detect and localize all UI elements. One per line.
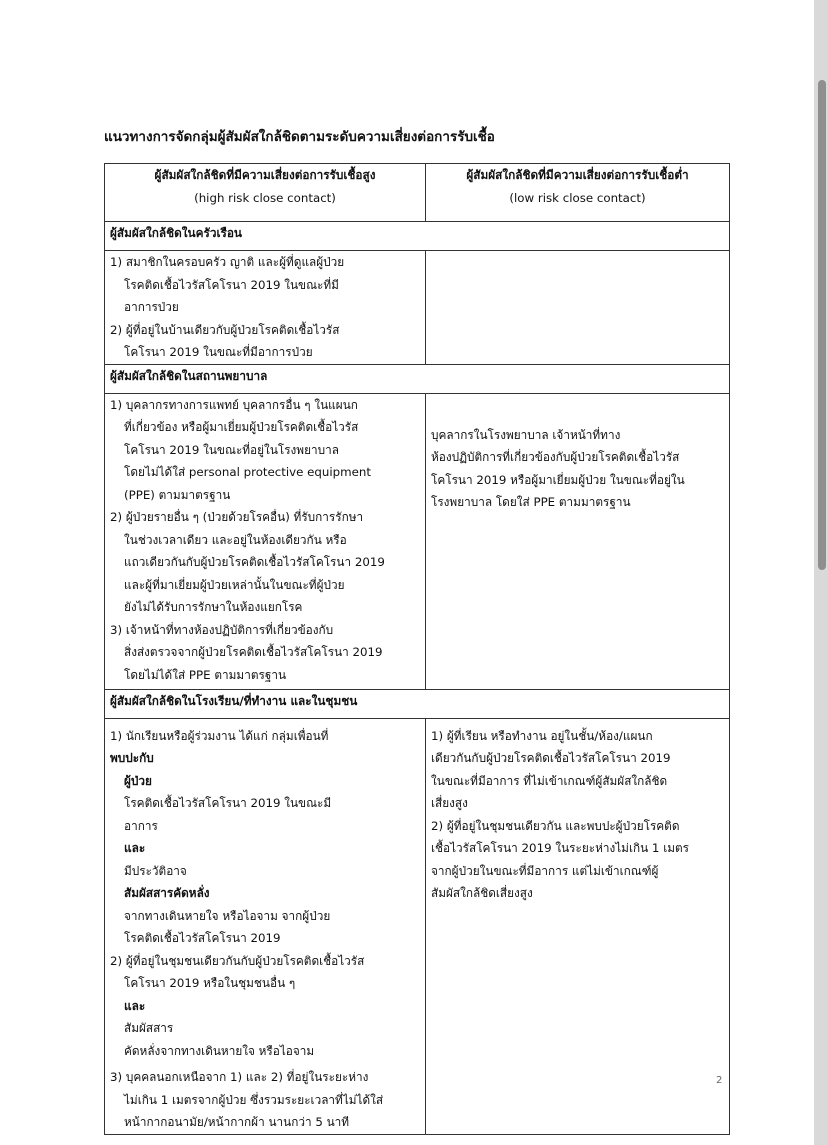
list-item: 1) บุคลากรทางการแพทย์ บุคลากรอื่น ๆ ในแผนก ที่เกี่ยวข้อง หรือผู้มาเยี่ยมผู้ป่วยโรคติดเชื้อไวรัส โคโรนา 2019 ในขณะที่อยู่ในโรงพยาบาล โดยไม่ได้ใส่ personal protective equipment (PPE) ตามมาตรฐาน bbox=[110, 397, 372, 502]
risk-table bbox=[104, 163, 730, 1135]
list-item: 3) บุคคลนอกเหนือจาก 1) และ 2) ที่อยู่ในระยะห่าง ไม่เกิน 1 เมตรจากผู้ป่วย ซึ่งรวมระยะเวลาที่ไม่ได้ใส่ หน้ากากอนามัย/หน้ากากผ้า นานกว่า 5 นาที bbox=[110, 1070, 384, 1129]
community-low-cell bbox=[426, 718, 730, 1134]
section-title-community: ผู้สัมผัสใกล้ชิดในโรงเรียน/ที่ทำงาน และในชุมชน bbox=[105, 689, 730, 718]
header-low-risk bbox=[426, 164, 730, 222]
list-item: 3) เจ้าหน้าที่ทางห้องปฏิบัติการที่เกี่ยวข้องกับ สิ่งส่งตรวจจากผู้ป่วยโรคติดเชื้อไวรัสโคโรนา 2019 โดยไม่ได้ใส่ PPE ตามมาตรฐาน bbox=[110, 622, 383, 682]
list-item: 1) ผู้ที่เรียน หรือทำงาน อยู่ในชั้น/ห้อง/แผนก เดียวกันกับผู้ป่วยโรคติดเชื้อไวรัสโคโรนา 2019 ในขณะที่มีอาการ ที่ไม่เข้าเกณฑ์ผู้สัมผัสใกล้ชิด เสี่ยงสูง bbox=[431, 728, 671, 810]
household-low-cell bbox=[426, 251, 730, 365]
header-high-risk bbox=[105, 164, 426, 222]
hospital-low-cell bbox=[426, 393, 730, 689]
section-title-household: ผู้สัมผัสใกล้ชิดในครัวเรือน bbox=[105, 222, 730, 251]
section-row-household bbox=[105, 222, 730, 251]
document-title: แนวทางการจัดกลุ่มผู้สัมผัสใกล้ชิดตามระดับความเสี่ยงต่อการรับเชื้อ bbox=[104, 129, 495, 145]
table-header-row bbox=[105, 164, 730, 222]
list-item: 1) นักเรียนหรือผู้ร่วมงาน ได้แก่ กลุ่มเพื่อนที่ พบปะกับ ผู้ป่วย โรคติดเชื้อไวรัสโคโรนา 2019 ในขณะมี อาการ และ มีประวัติอาจ สัมผัสสารคัดหลั่ง จากทางเดินหายใจ หรือไอจาม จากผู้ป่วย โรคติดเชื้อไวรัสโคโรนา 2019 bbox=[110, 728, 332, 945]
section-row-hospital bbox=[105, 364, 730, 393]
list-item: 2) ผู้ป่วยรายอื่น ๆ (ป่วยด้วยโรคอื่น) ที่รับการรักษา ในช่วงเวลาเดียว และอยู่ในห้องเดียวกัน หรือ แถวเดียวกันกับผู้ป่วยโรคติดเชื้อไวรัสโคโรนา 2019 และผู้ที่มาเยี่ยมผู้ป่วยเหล่านั้นในขณะที่ผู้ป่วย ยังไม่ได้รับการรักษาในห้องแยกโรค bbox=[110, 510, 385, 614]
list-item: 1) สมาชิกในครอบครัว ญาติ และผู้ที่ดูแลผู้ป่วย โรคติดเชื้อไวรัสโคโรนา 2019 ในขณะที่มี อาการป่วย bbox=[110, 255, 345, 314]
household-high-cell bbox=[105, 251, 426, 365]
list-item: 2) ผู้ที่อยู่ในชุมชนเดียวกันกับผู้ป่วยโรคติดเชื้อไวรัส โคโรนา 2019 หรือในชุมชนอื่น ๆ และ สัมผัสสาร คัดหลั่งจากทางเดินหายใจ หรือไอจาม bbox=[110, 953, 365, 1058]
table-row bbox=[105, 393, 730, 689]
section-row-community bbox=[105, 689, 730, 718]
section-title-hospital: ผู้สัมผัสใกล้ชิดในสถานพยาบาล bbox=[105, 364, 730, 393]
list-item: 2) ผู้ที่อยู่ในชุมชนเดียวกัน และพบปะผู้ป่วยโรคติด เชื้อไวรัสโคโรนา 2019 ในระยะห่างไม่เกิน 1 เมตร จากผู้ป่วยในขณะที่มีอาการ แต่ไม่เข้าเกณฑ์ผู้ สัมผัสใกล้ชิดเสี่ยงสูง bbox=[431, 818, 689, 900]
table-row bbox=[105, 718, 730, 1134]
scrollbar[interactable] bbox=[818, 80, 826, 570]
header-high-en: (high risk close contact) bbox=[194, 190, 336, 205]
list-item: บุคลากรในโรงพยาบาล เจ้าหน้าที่ทาง ห้องปฏิบัติการที่เกี่ยวข้องกับผู้ป่วยโรคติดเชื้อไวรัส โคโรนา 2019 หรือผู้มาเยี่ยมผู้ป่วย ในขณะที่อยู่ใน โรงพยาบาล โดยใส่ PPE ตามมาตรฐาน bbox=[431, 427, 685, 509]
table-row bbox=[105, 251, 730, 365]
hospital-high-cell bbox=[105, 393, 426, 689]
header-high-th: ผู้สัมผัสใกล้ชิดที่มีความเสี่ยงต่อการรับเชื้อสูง bbox=[154, 168, 376, 182]
header-low-en: (low risk close contact) bbox=[509, 190, 646, 205]
community-high-cell bbox=[105, 718, 426, 1134]
list-item: 2) ผู้ที่อยู่ในบ้านเดียวกับผู้ป่วยโรคติดเชื้อไวรัส โคโรนา 2019 ในขณะที่มีอาการป่วย bbox=[110, 322, 340, 359]
header-low-th: ผู้สัมผัสใกล้ชิดที่มีความเสี่ยงต่อการรับเชื้อต่ำ bbox=[466, 168, 689, 182]
page-number: 2 bbox=[716, 1075, 723, 1086]
